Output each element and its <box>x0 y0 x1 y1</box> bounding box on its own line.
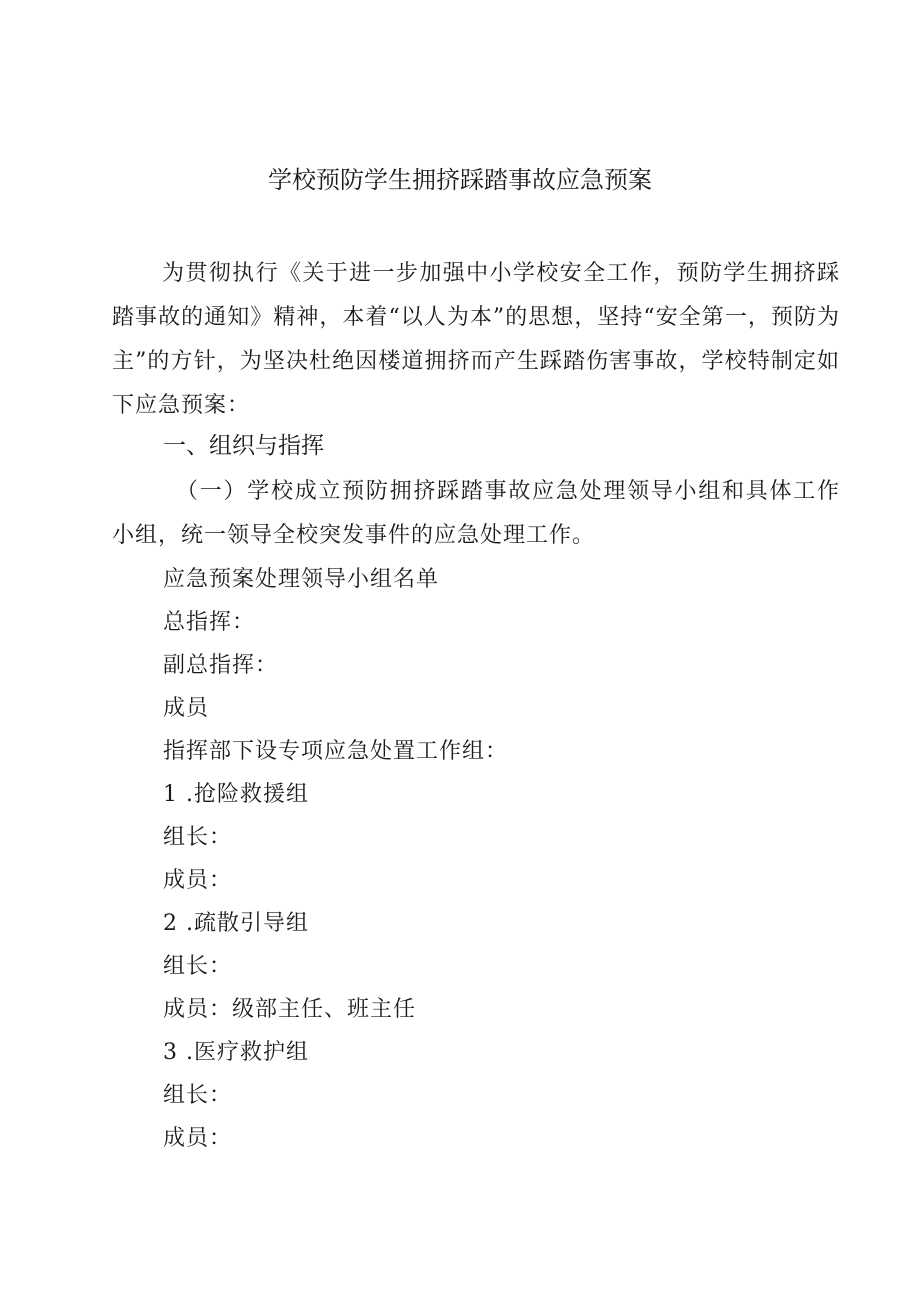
list-line: 应急预案处理领导小组名单 <box>163 567 440 592</box>
list-line: 成员： <box>163 1126 233 1151</box>
list-line: 副总指挥： <box>163 653 279 678</box>
section-paragraph: （一）学校成立预防拥挤踩踏事故应急处理领导小组和具体工作小组，统一领导全校突发事件的应急处理工作。 <box>112 479 840 548</box>
list-line: 2 .疏散引导组 <box>163 911 309 936</box>
list-line: 成员： <box>163 868 233 893</box>
section-heading: 一、组织与指挥 <box>163 433 324 459</box>
list-line: 指挥部下设专项应急处置工作组： <box>163 739 509 764</box>
document-title: 学校预防学生拥挤踩踏事故应急预案 <box>268 166 652 194</box>
list-line: 组长： <box>163 825 233 850</box>
list-line: 组长： <box>163 954 233 979</box>
list-line: 总指挥： <box>163 610 256 635</box>
list-line: 3 .医疗救护组 <box>163 1040 309 1065</box>
list-line: 组长： <box>163 1083 233 1108</box>
list-line: 成员 <box>163 696 210 721</box>
intro-paragraph: 为贯彻执行《关于进一步加强中小学校安全工作，预防学生拥挤踩踏事故的通知》精神，本着“以人为本”的思想，坚持“安全第一，预防为主”的方针，为坚决杜绝因楼道拥挤而产生踩踏伤害事故，学校特制定如下应急预案： <box>112 261 840 418</box>
list-line: 1 .抢险救援组 <box>163 782 309 807</box>
list-line: 成员：级部主任、班主任 <box>163 997 417 1022</box>
